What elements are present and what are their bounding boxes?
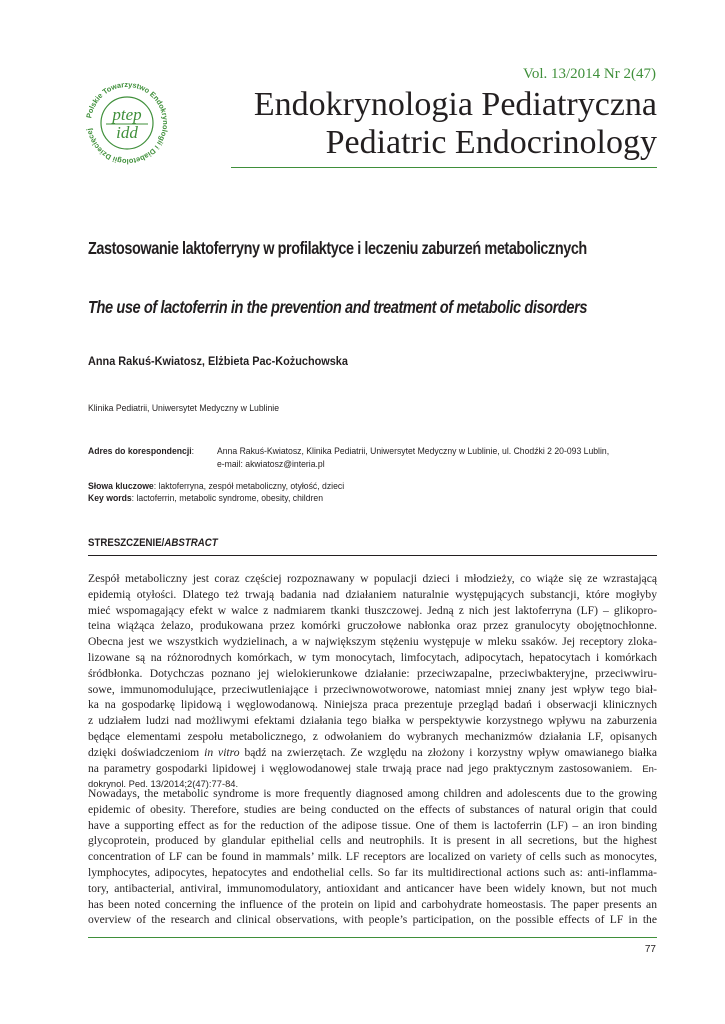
logo-monogram-bottom: idd <box>116 123 138 142</box>
abstract-divider <box>88 555 657 556</box>
correspondence-address <box>217 446 609 471</box>
abstract-pl-line: z udziałem ludzi nad możliwymi efektami działania tego białka w perspektywie korzystnego wpływu na zaburzenia <box>88 714 657 728</box>
journal-title-pl: Endokrynologia Pediatryczna <box>253 86 657 123</box>
keywords-pl: Słowa kluczowe: laktoferryna, zespół metaboliczny, otyłość, dzieci <box>88 481 345 492</box>
article-authors: Anna Rakuś-Kwiatosz, Elżbieta Pac-Kożuchowska <box>88 354 348 368</box>
logo-monogram-top: ptep <box>112 105 142 124</box>
correspondence-label: Adres do korespondencji: <box>88 446 195 457</box>
footer-divider <box>88 937 657 938</box>
abstract-pl-line: epidemią otyłości. Dlatego też trwają badania nad działaniem naturalnie występujących substancji, które mogłyby <box>88 587 657 601</box>
volume-label: Vol. 13/2014 Nr 2(47) <box>522 66 656 82</box>
logo-ring-text: Polskie Towarzystwo Endokrynologii i Diabetologii Dziecięcej <box>84 79 171 167</box>
abstract-en <box>88 786 657 928</box>
keywords-en: Key words: lactoferrin, metabolic syndrome, obesity, children <box>88 492 324 504</box>
abstract-pl-line: śródbłonka. Dotychczas poznano jej wielokierunkowe działanie: przeciwzapalne, przeciwbakteryjne, przeciwwiru- <box>88 666 657 680</box>
abstract-en-line: tory, antibacterial, antiviral, immunomodulatory, antioxidant and anticancer have been widely known, but not much <box>88 881 657 895</box>
abstract-en-line: concentration of LF can be found in mammals’ milk. LF receptors are localized on variety of cells such as monocytes, <box>88 850 657 864</box>
author-affiliation: Klinika Pediatrii, Uniwersytet Medyczny w Lublinie <box>88 403 279 414</box>
abstract-en-line: has been noted concerning the influence of the protein on lipid and carbohydrate homeostasis. The paper presents an <box>88 897 657 911</box>
abstract-pl-line: Obecna jest we wszystkich wydzielinach, a w największym stężeniu występuje w mleku ssaków. Jej receptory zloka- <box>88 635 657 649</box>
correspondence-line1: Anna Rakuś-Kwiatosz, Klinika Pediatrii, Uniwersytet Medyczny w Lublinie, ul. Chodźki 2 20-093 Lublin, <box>217 446 610 457</box>
abstract-pl-line: Zespół metaboliczny jest coraz częściej rozpoznawany w populacji dzieci i młodzieży, co wiąże się ze wzrastającą <box>88 572 657 585</box>
abstract-pl <box>88 571 657 792</box>
abstract-en-line: lymphocytes, adipocytes, hepatocytes and endothelial cells. So far its multidirectional actions such as: anti-inflamma- <box>88 865 657 879</box>
keywords-block <box>88 481 344 504</box>
society-logo <box>80 76 174 170</box>
article-title-pl: Zastosowanie laktoferryny w profilaktyce i leczeniu zaburzeń metabolicznych <box>88 238 587 258</box>
abstract-pl-line: dzięki doświadczeniom in vitro bądź na zwierzętach. Ze względu na złożony i korzystny wpływ omawianego białka <box>88 745 657 759</box>
citation: En- <box>642 762 657 774</box>
abstract-pl-line: mieć wspomagający efekt w walce z nadmiarem tkanki tłuszczowej. Jedną z nich jest laktoferryna (LF) – glikopro- <box>88 603 657 617</box>
abstract-en-line: overview of the research and clinical observations, with people’s participation, on the possible effects of LF in the <box>88 913 657 927</box>
abstract-en-line: epidemic of obesity. Therefore, studies are being conducted on the effects of substances of natural origin that could <box>88 802 657 816</box>
abstract-en-line: Nowadays, the metabolic syndrome is more frequently diagnosed among children and adolescents due to the growing <box>88 787 657 800</box>
journal-title-en: Pediatric Endocrinology <box>325 124 657 161</box>
abstract-en-line: glycoprotein, produced by glandular epithelial cells and neutrophils. It is present in all secretions, but the highest <box>88 834 657 848</box>
abstract-pl-line: będące elementami zespołu metabolicznego, z odwołaniem do wybranych mechanizmów działania LF, opisanych <box>88 729 657 743</box>
abstract-pl-line: lizowane są na różnorodnych komórkach, w tym monocytach, limfocytach, adipocytach, hepatocytach i komórkach <box>88 650 657 664</box>
article-title-en: The use of lactoferrin in the prevention and treatment of metabolic disorders <box>88 297 588 317</box>
page-number: 77 <box>644 944 656 955</box>
correspondence-email: e-mail: akwiatosz@interia.pl <box>217 458 325 470</box>
abstract-pl-line: sowe, immunomodulujące, przeciwutleniające i przeciwnowotworowe, natomiast mniej znany jest wpływ tego biał- <box>88 682 657 696</box>
header-divider <box>231 167 657 168</box>
citation-continued: dokrynol. Ped. 13/2014;2(47):77-84. <box>88 778 239 790</box>
abstract-pl-line: teina wiążąca żelazo, produkowana przez komórki gruczołowe nabłonka oraz przez granulocyty obojętnochłonne. <box>88 619 657 633</box>
abstract-heading: STRESZCZENIE/ABSTRACT <box>88 537 218 549</box>
abstract-pl-line: ka na gospodarkę lipidową i węglowodanową. Niniejsza praca prezentuje przegląd badań i obserwacji klinicznych <box>88 698 657 712</box>
abstract-en-line: have a supporting effect as for the reduction of the adipose tissue. One of them is lactoferrin (LF) – an iron binding <box>88 818 657 832</box>
abstract-pl-line: na parametry gospodarki lipidowej i węglowodanowej stale trwają prace nad jego praktycznym zastosowaniem. En- <box>88 761 657 775</box>
